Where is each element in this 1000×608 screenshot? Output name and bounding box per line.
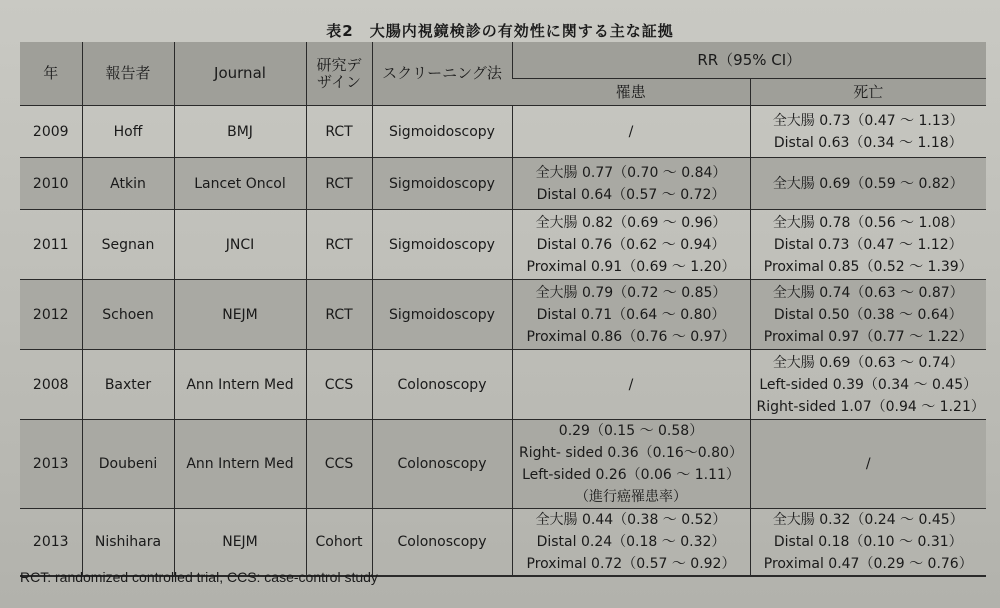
cell-design: RCT [306, 158, 372, 210]
mortality-value: Distal 0.18（0.10 ～ 0.31） [773, 534, 963, 550]
cell-mortality [750, 350, 986, 420]
incidence-value: Proximal 0.72（0.57 ～ 0.92） [526, 556, 736, 572]
cell-screening: Sigmoidoscopy [372, 106, 512, 158]
cell-design: CCS [306, 420, 372, 509]
cell-author: Segnan [82, 210, 174, 280]
cell-year: 2008 [20, 350, 82, 420]
incidence-value: / [628, 376, 634, 393]
cell-design: RCT [306, 280, 372, 350]
evidence-table [20, 42, 986, 577]
cell-year: 2009 [20, 106, 82, 158]
header-journal: Journal [174, 42, 306, 106]
cell-mortality [750, 210, 986, 280]
cell-author: Nishihara [82, 509, 174, 577]
table-row [20, 158, 986, 210]
incidence-value: / [628, 123, 634, 140]
cell-mortality [750, 158, 986, 210]
incidence-value: 全大腸 0.44（0.38 ～ 0.52） [535, 512, 727, 528]
cell-author: Doubeni [82, 420, 174, 509]
cell-journal: Ann Intern Med [174, 350, 306, 420]
cell-mortality [750, 420, 986, 509]
table-row [20, 106, 986, 158]
mortality-value: 全大腸 0.78（0.56 ～ 1.08） [772, 214, 964, 231]
header-author: 報告者 [82, 42, 174, 106]
incidence-value: Distal 0.64（0.57 ～ 0.72） [536, 186, 726, 203]
cell-author: Hoff [82, 106, 174, 158]
mortality-value: Proximal 0.97（0.77 ～ 1.22） [763, 328, 973, 345]
cell-author: Atkin [82, 158, 174, 210]
mortality-value: Right-sided 1.07（0.94 ～ 1.21） [756, 398, 985, 415]
mortality-value: 全大腸 0.74（0.63 ～ 0.87） [772, 284, 964, 301]
table-row [20, 280, 986, 350]
cell-screening: Sigmoidoscopy [372, 280, 512, 350]
mortality-value: Distal 0.73（0.47 ～ 1.12） [773, 236, 963, 253]
header-design: 研究デザイン [306, 42, 372, 106]
incidence-value: Distal 0.24（0.18 ～ 0.32） [536, 534, 726, 550]
incidence-value: 全大腸 0.79（0.72 ～ 0.85） [535, 284, 727, 301]
cell-journal: NEJM [174, 280, 306, 350]
header-mortality: 死亡 [750, 79, 986, 106]
cell-year: 2010 [20, 158, 82, 210]
cell-incidence [512, 509, 750, 577]
mortality-value: Proximal 0.85（0.52 ～ 1.39） [763, 258, 973, 275]
incidence-value: 0.29（0.15 ～ 0.58） [558, 423, 704, 439]
cell-design: CCS [306, 350, 372, 420]
incidence-value: Distal 0.71（0.64 ～ 0.80） [536, 306, 726, 323]
cell-incidence [512, 106, 750, 158]
incidence-value: 全大腸 0.77（0.70 ～ 0.84） [535, 164, 727, 181]
incidence-value: Proximal 0.91（0.69 ～ 1.20） [526, 258, 736, 275]
incidence-value: Left-sided 0.26（0.06 ～ 1.11） [522, 467, 740, 483]
cell-mortality [750, 280, 986, 350]
incidence-value: （進行癌罹患率） [575, 489, 687, 505]
header-screening: スクリーニング法 [372, 42, 512, 106]
table-row [20, 210, 986, 280]
table-row [20, 420, 986, 509]
incidence-value: Right- sided 0.36（0.16～0.80） [519, 445, 743, 461]
cell-design: RCT [306, 210, 372, 280]
cell-incidence [512, 158, 750, 210]
mortality-value: / [865, 456, 871, 472]
footnote: RCT: randomized controlled trial, CCS: case-control study [20, 569, 378, 585]
cell-design: Cohort [306, 509, 372, 577]
cell-journal: Lancet Oncol [174, 158, 306, 210]
mortality-value: Proximal 0.47（0.29 ～ 0.76） [763, 556, 973, 572]
header-year: 年 [20, 42, 82, 106]
mortality-value: Distal 0.63（0.34 ～ 1.18） [773, 134, 963, 151]
mortality-value: 全大腸 0.69（0.59 ～ 0.82） [772, 175, 964, 192]
cell-screening: Colonoscopy [372, 420, 512, 509]
table-title: 表2 大腸内視鏡検診の有効性に関する主な証拠 [326, 22, 674, 40]
cell-mortality [750, 106, 986, 158]
table-row [20, 350, 986, 420]
table-body [20, 106, 986, 577]
cell-journal: Ann Intern Med [174, 420, 306, 509]
incidence-value: 全大腸 0.82（0.69 ～ 0.96） [535, 214, 727, 231]
cell-author: Baxter [82, 350, 174, 420]
cell-screening: Sigmoidoscopy [372, 210, 512, 280]
mortality-value: 全大腸 0.73（0.47 ～ 1.13） [772, 112, 964, 129]
mortality-value: 全大腸 0.32（0.24 ～ 0.45） [772, 512, 964, 528]
cell-journal: BMJ [174, 106, 306, 158]
cell-year: 2013 [20, 420, 82, 509]
incidence-value: Distal 0.76（0.62 ～ 0.94） [536, 236, 726, 253]
table-row [20, 509, 986, 577]
cell-author: Schoen [82, 280, 174, 350]
cell-design: RCT [306, 106, 372, 158]
cell-year: 2012 [20, 280, 82, 350]
mortality-value: Distal 0.50（0.38 ～ 0.64） [773, 306, 963, 323]
cell-incidence [512, 280, 750, 350]
cell-screening: Sigmoidoscopy [372, 158, 512, 210]
cell-year: 2013 [20, 509, 82, 577]
cell-incidence [512, 210, 750, 280]
header-incidence: 罹患 [512, 79, 750, 106]
cell-year: 2011 [20, 210, 82, 280]
mortality-value: 全大腸 0.69（0.63 ～ 0.74） [772, 354, 964, 371]
cell-mortality [750, 509, 986, 577]
cell-screening: Colonoscopy [372, 509, 512, 577]
mortality-value: Left-sided 0.39（0.34 ～ 0.45） [759, 376, 978, 393]
incidence-value: Proximal 0.86（0.76 ～ 0.97） [526, 328, 736, 345]
cell-journal: NEJM [174, 509, 306, 577]
cell-incidence [512, 420, 750, 509]
cell-incidence [512, 350, 750, 420]
cell-screening: Colonoscopy [372, 350, 512, 420]
header-rr: RR（95% CI） [512, 42, 986, 79]
cell-journal: JNCI [174, 210, 306, 280]
